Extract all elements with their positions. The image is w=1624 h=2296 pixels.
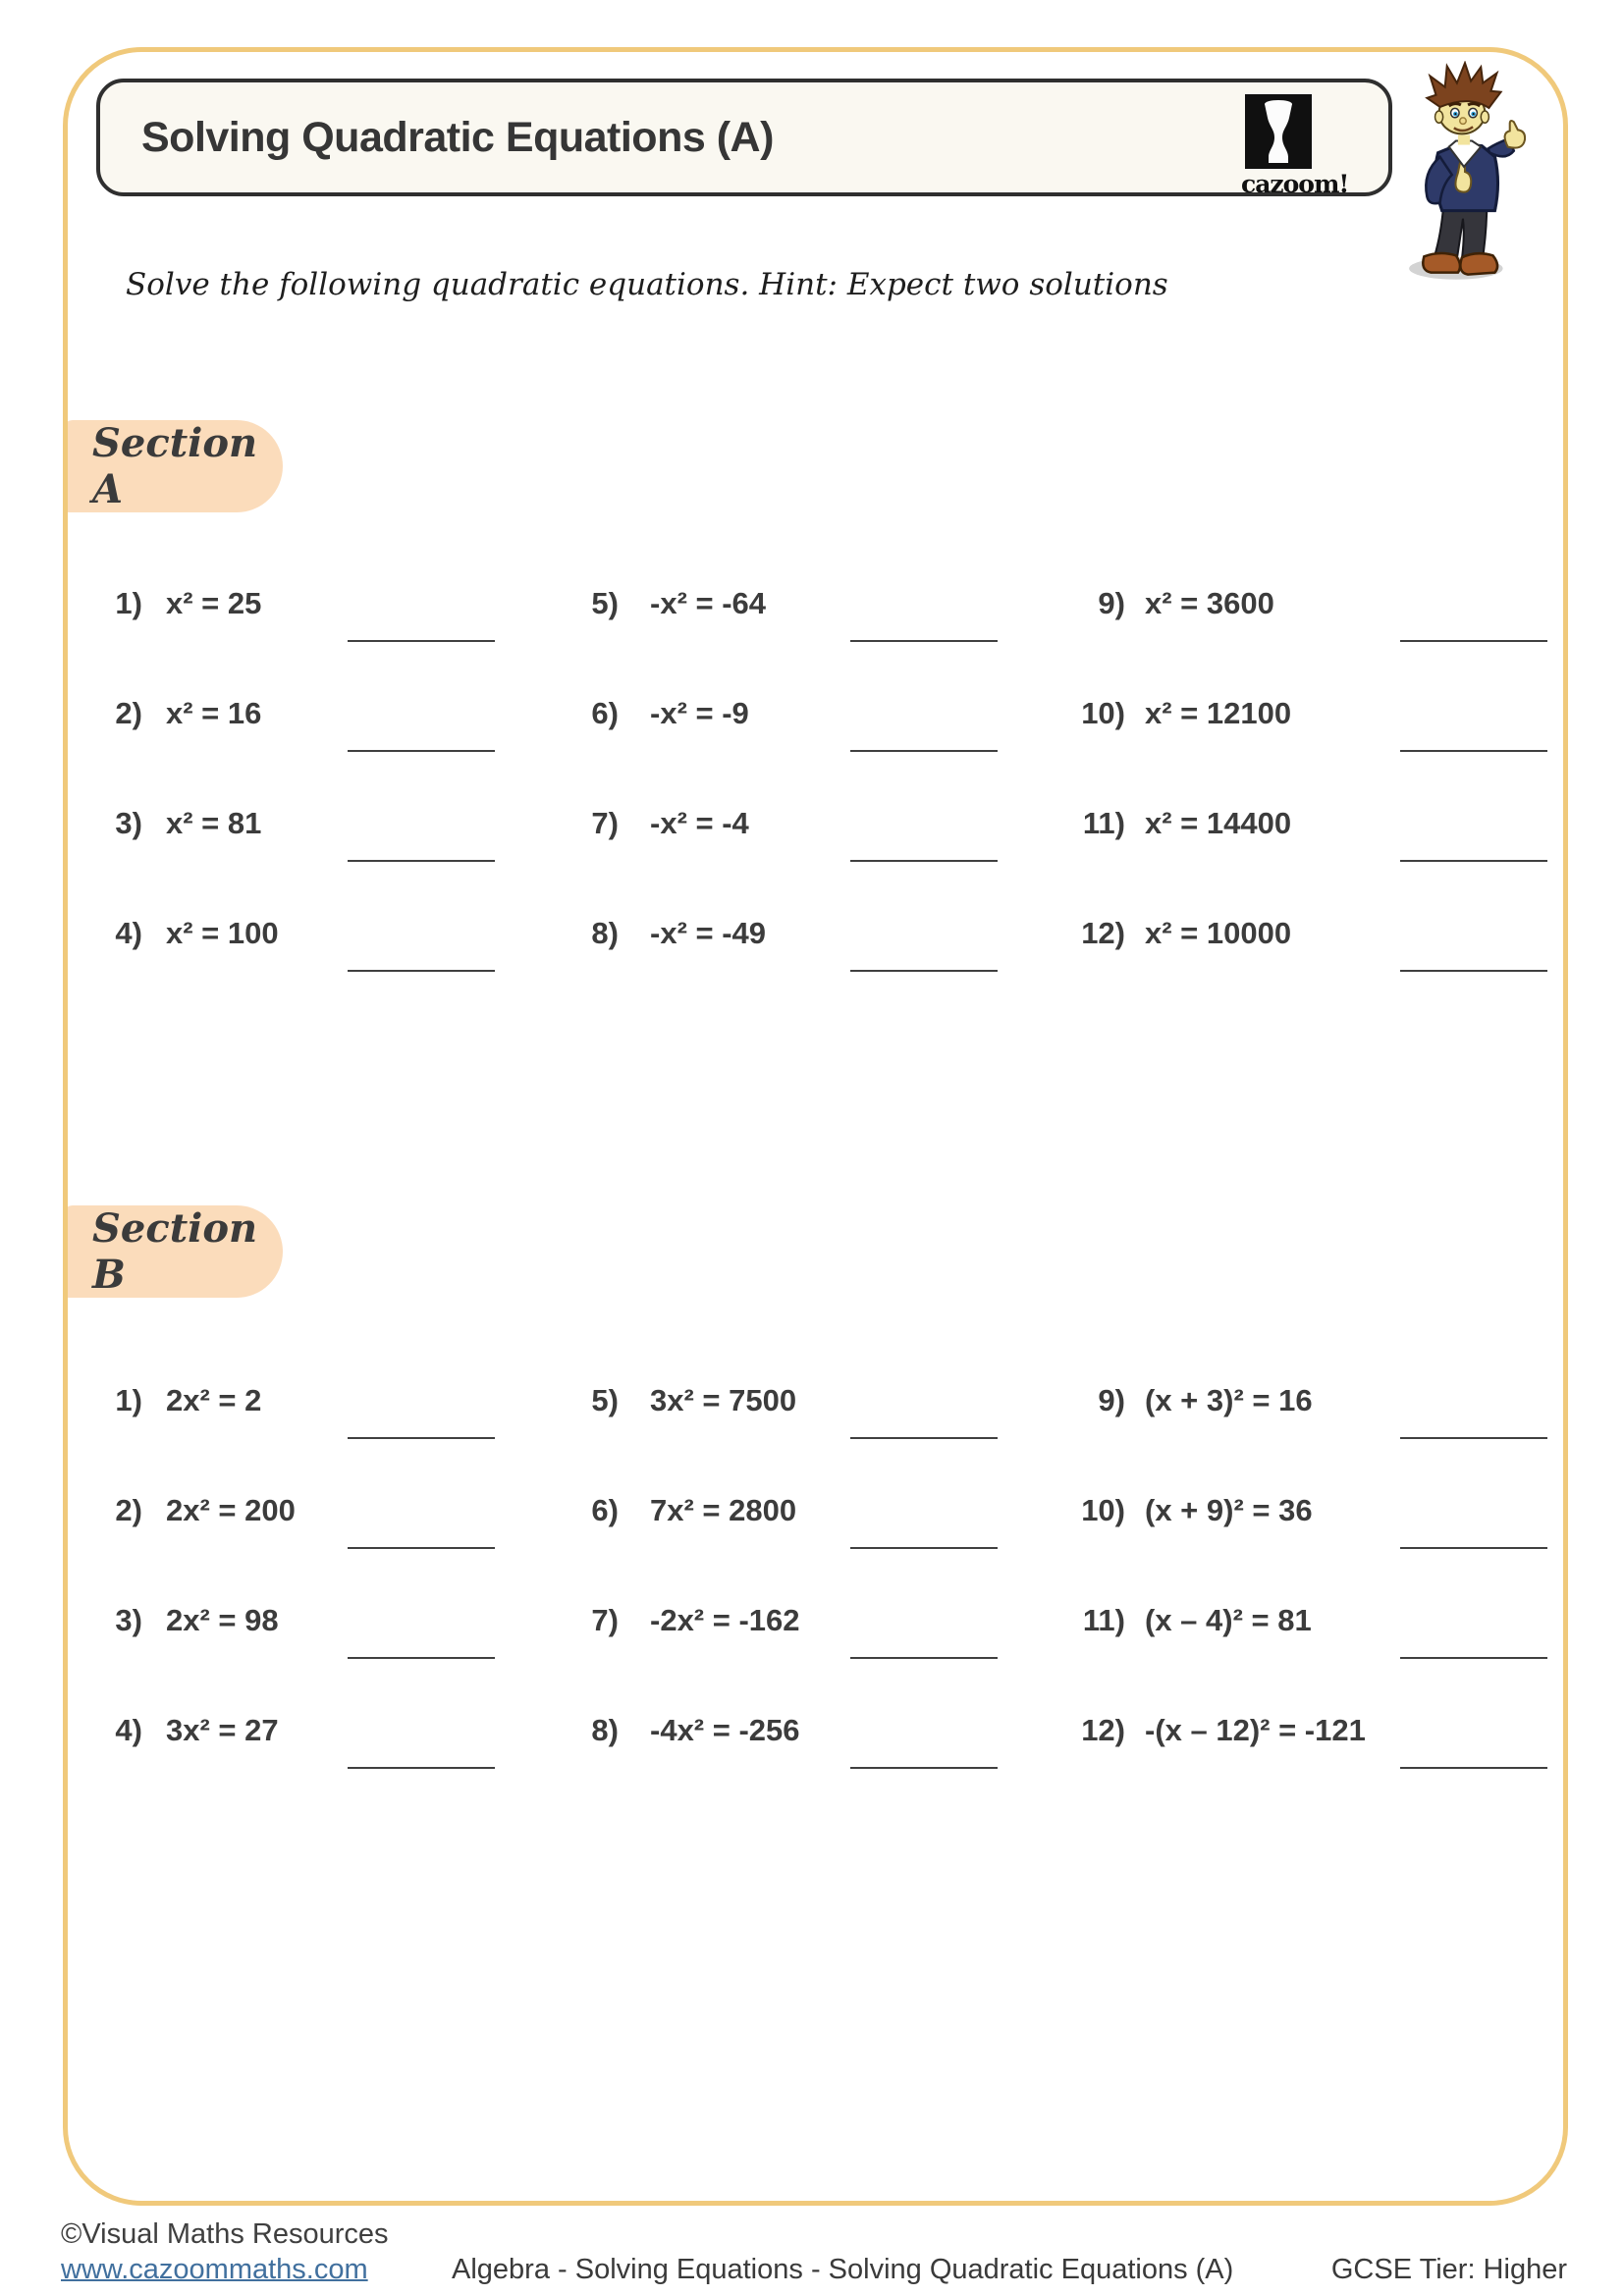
answer-line [1400,860,1547,862]
question-item [1041,1492,1561,1555]
question-number: 5) [591,1383,619,1417]
answer-line [850,1547,998,1549]
answer-line [348,1437,495,1439]
answer-line [850,750,998,752]
question-equation: 7x² = 2800 [650,1493,797,1527]
question-number: 9) [1098,586,1125,620]
answer-line [348,970,495,972]
question-item [93,805,550,868]
answer-line [850,1767,998,1769]
cazoom-vase-icon [1245,94,1312,169]
cazoom-logo [1241,94,1349,198]
question-equation: x² = 25 [166,586,262,620]
page-title: Solving Quadratic Equations (A) [141,113,774,161]
answer-line [348,1767,495,1769]
footer-attribution [61,2216,389,2287]
answer-line [850,1657,998,1659]
question-number: 6) [591,696,619,730]
question-number: 10) [1081,1493,1125,1527]
answer-line [1400,640,1547,642]
question-equation: 2x² = 2 [166,1383,262,1417]
section-a-questions [93,585,1561,978]
page-border [63,47,1568,2206]
question-equation: 3x² = 27 [166,1713,279,1747]
question-item [550,1492,1041,1555]
answer-line [1400,1437,1547,1439]
section-b-badge [63,1205,283,1298]
question-item [1041,585,1561,648]
question-number: 3) [115,1603,142,1637]
question-item [550,585,1041,648]
question-item [550,1712,1041,1775]
question-equation: x² = 16 [166,696,262,730]
question-equation: (x + 9)² = 36 [1145,1493,1313,1527]
cazoom-logo-text: cazoom! [1241,170,1349,198]
question-equation: x² = 81 [166,806,262,840]
answer-line [850,1437,998,1439]
question-item [550,695,1041,758]
question-item [93,1602,550,1665]
question-item [550,805,1041,868]
question-number: 4) [115,1713,142,1747]
question-item [550,1382,1041,1445]
question-item [93,1712,550,1775]
question-item [1041,695,1561,758]
question-item [550,1602,1041,1665]
question-number: 7) [591,806,619,840]
question-equation: x² = 14400 [1145,806,1292,840]
answer-line [348,1657,495,1659]
header [96,79,1392,196]
answer-line [348,1547,495,1549]
mascot-boy-illustration [1402,61,1528,285]
question-number: 5) [591,586,619,620]
question-item [1041,915,1561,978]
question-equation: 2x² = 200 [166,1493,296,1527]
answer-line [1400,1657,1547,1659]
question-equation: x² = 100 [166,916,279,950]
question-number: 2) [115,696,142,730]
question-equation: (x + 3)² = 16 [1145,1383,1313,1417]
answer-line [348,750,495,752]
footer-breadcrumb: Algebra - Solving Equations - Solving Quadratic Equations (A) [452,2254,1234,2285]
question-equation: -x² = -9 [650,696,749,730]
question-number: 11) [1082,1603,1125,1637]
question-item [93,915,550,978]
website-link[interactable]: www.cazoommaths.com [61,2254,368,2285]
footer-tier-label: GCSE Tier: Higher [1330,2254,1567,2285]
section-b-questions [93,1382,1561,1775]
question-number: 12) [1081,1713,1125,1747]
answer-line [850,860,998,862]
question-number: 7) [591,1603,619,1637]
section-a-label: Section A [92,420,258,512]
answer-line [850,640,998,642]
question-equation: 2x² = 98 [166,1603,279,1637]
question-number: 11) [1082,806,1125,840]
instruction-text: Solve the following quadratic equations. Hint: Expect two solutions [126,267,1168,302]
answer-line [850,970,998,972]
question-equation: (x – 4)² = 81 [1145,1603,1312,1637]
question-number: 9) [1098,1383,1125,1417]
question-number: 4) [115,916,142,950]
question-equation: -x² = -49 [650,916,767,950]
question-item [1041,1382,1561,1445]
answer-line [1400,1767,1547,1769]
question-equation: x² = 10000 [1145,916,1292,950]
question-equation: -(x – 12)² = -121 [1145,1713,1366,1747]
question-item [93,1382,550,1445]
answer-line [1400,1547,1547,1549]
question-number: 1) [115,586,142,620]
question-number: 1) [115,1383,142,1417]
question-item [93,585,550,648]
question-number: 3) [115,806,142,840]
question-number: 2) [115,1493,142,1527]
question-item [1041,1602,1561,1665]
question-item [550,915,1041,978]
question-number: 8) [591,1713,619,1747]
question-number: 10) [1081,696,1125,730]
section-a-badge [63,420,283,512]
question-equation: -2x² = -162 [650,1603,800,1637]
question-equation: 3x² = 7500 [650,1383,797,1417]
question-number: 8) [591,916,619,950]
question-equation: -x² = -64 [650,586,767,620]
answer-line [1400,750,1547,752]
question-item [93,1492,550,1555]
question-equation: x² = 12100 [1145,696,1292,730]
section-b-label: Section B [92,1205,258,1298]
question-number: 12) [1081,916,1125,950]
answer-line [1400,970,1547,972]
answer-line [348,860,495,862]
question-equation: -4x² = -256 [650,1713,800,1747]
question-equation: -x² = -4 [650,806,749,840]
question-equation: x² = 3600 [1145,586,1274,620]
answer-line [348,640,495,642]
copyright-text: ©Visual Maths Resources [61,2218,389,2250]
question-number: 6) [591,1493,619,1527]
question-item [1041,1712,1561,1775]
question-item [1041,805,1561,868]
question-item [93,695,550,758]
